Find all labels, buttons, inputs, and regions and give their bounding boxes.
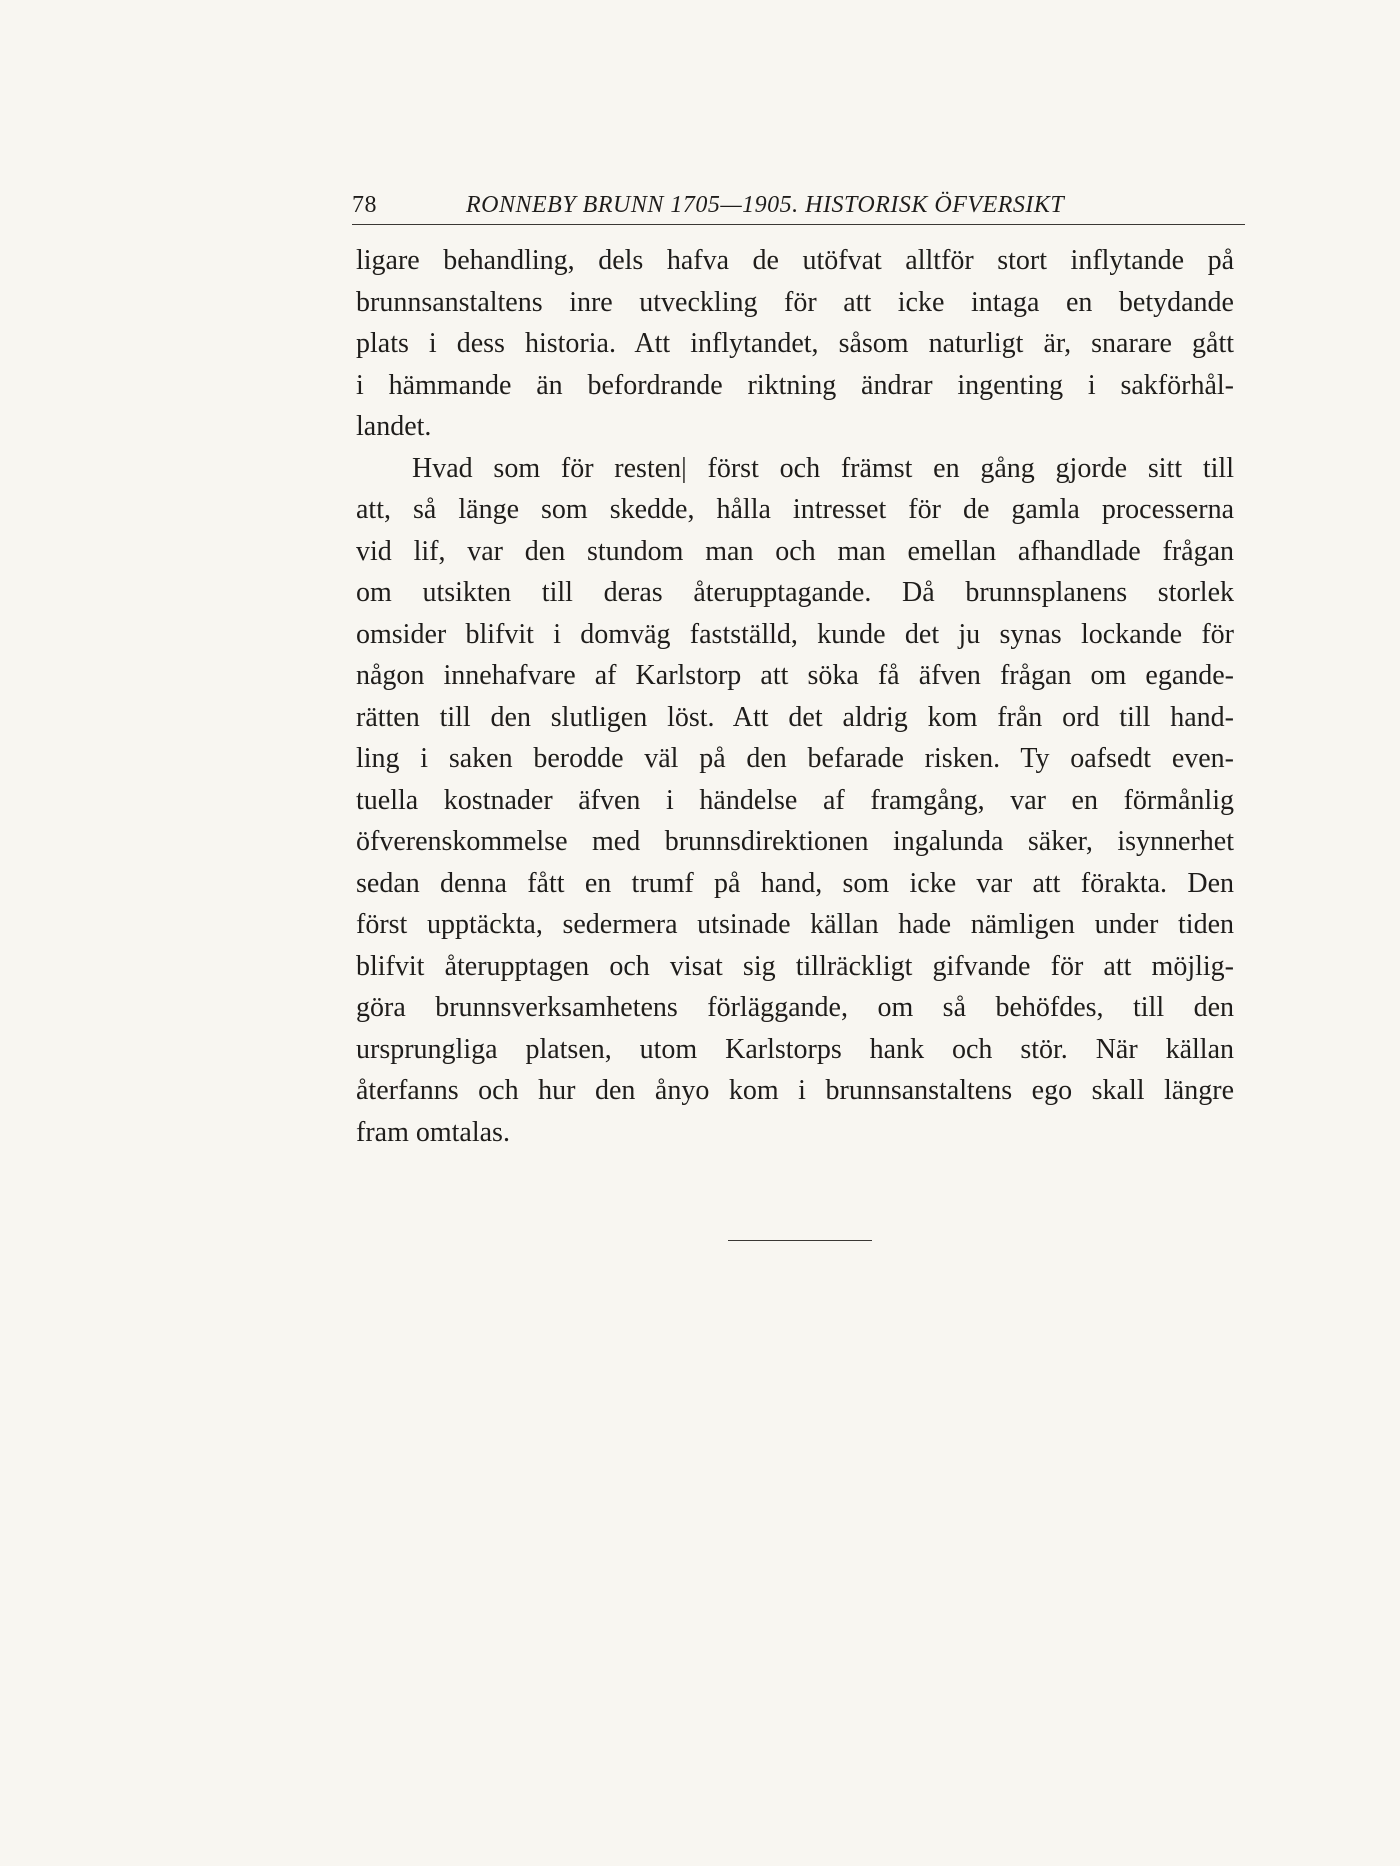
text-line: landet. [356, 411, 432, 442]
text-line: tuella kostnader äfven i händelse af framgång, var en förmånlig [356, 784, 1234, 816]
text-line: Hvad som för resten| först och främst en gång gjorde sitt till [412, 452, 1234, 484]
running-title: RONNEBY BRUNN 1705—1905. HISTORISK ÖFVERSIKT [466, 192, 1065, 218]
text-line: omsider blifvit i domväg fastställd, kunde det ju synas lockande för [356, 618, 1234, 650]
running-head [352, 188, 1245, 228]
text-line: någon innehafvare af Karlstorp att söka få äfven frågan om egande- [356, 660, 1234, 691]
text-line: göra brunnsverksamhetens förläggande, om så behöfdes, till den [356, 992, 1234, 1023]
text-line: ligare behandling, dels hafva de utöfvat alltför stort inflytande på [356, 245, 1234, 276]
text-line: plats i dess historia. Att inflytandet, såsom naturligt är, snarare gått [356, 328, 1234, 359]
text-line: att, så länge som skedde, hålla intresset för de gamla processerna [356, 494, 1234, 525]
paragraph [356, 240, 1234, 448]
text-line: sedan denna fått en trumf på hand, som icke var att förakta. Den [356, 867, 1234, 899]
text-line: brunnsanstaltens inre utveckling för att icke intaga en betydande [356, 286, 1234, 318]
text-line: fram omtalas. [356, 1116, 510, 1148]
text-line: först upptäckta, sedermera utsinade källan hade nämligen under tiden [356, 909, 1234, 940]
text-line: vid lif, var den stundom man och man emellan afhandlade frågan [356, 535, 1234, 567]
header-rule [352, 224, 1245, 225]
text-line: i hämmande än befordrande riktning ändrar ingenting i sakförhål- [356, 369, 1234, 401]
text-line: ling i saken berodde väl på den befarade risken. Ty oafsedt even- [356, 743, 1234, 774]
text-line: återfanns och hur den ånyo kom i brunnsanstaltens ego skall längre [356, 1075, 1234, 1106]
paragraph [356, 448, 1234, 1154]
text-line: om utsikten till deras återupptagande. Då brunnsplanens storlek [356, 577, 1234, 608]
text-line: ursprungliga platsen, utom Karlstorps hank och stör. När källan [356, 1033, 1234, 1065]
section-end-rule [728, 1240, 872, 1241]
text-line: rätten till den slutligen löst. Att det aldrig kom från ord till hand- [356, 701, 1234, 733]
text-line: öfverenskommelse med brunnsdirektionen ingalunda säker, isynnerhet [356, 826, 1234, 857]
text-line: blifvit återupptagen och visat sig tillräckligt gifvande för att möjlig- [356, 950, 1234, 982]
page-number: 78 [352, 192, 377, 218]
body-text [356, 240, 1234, 1153]
